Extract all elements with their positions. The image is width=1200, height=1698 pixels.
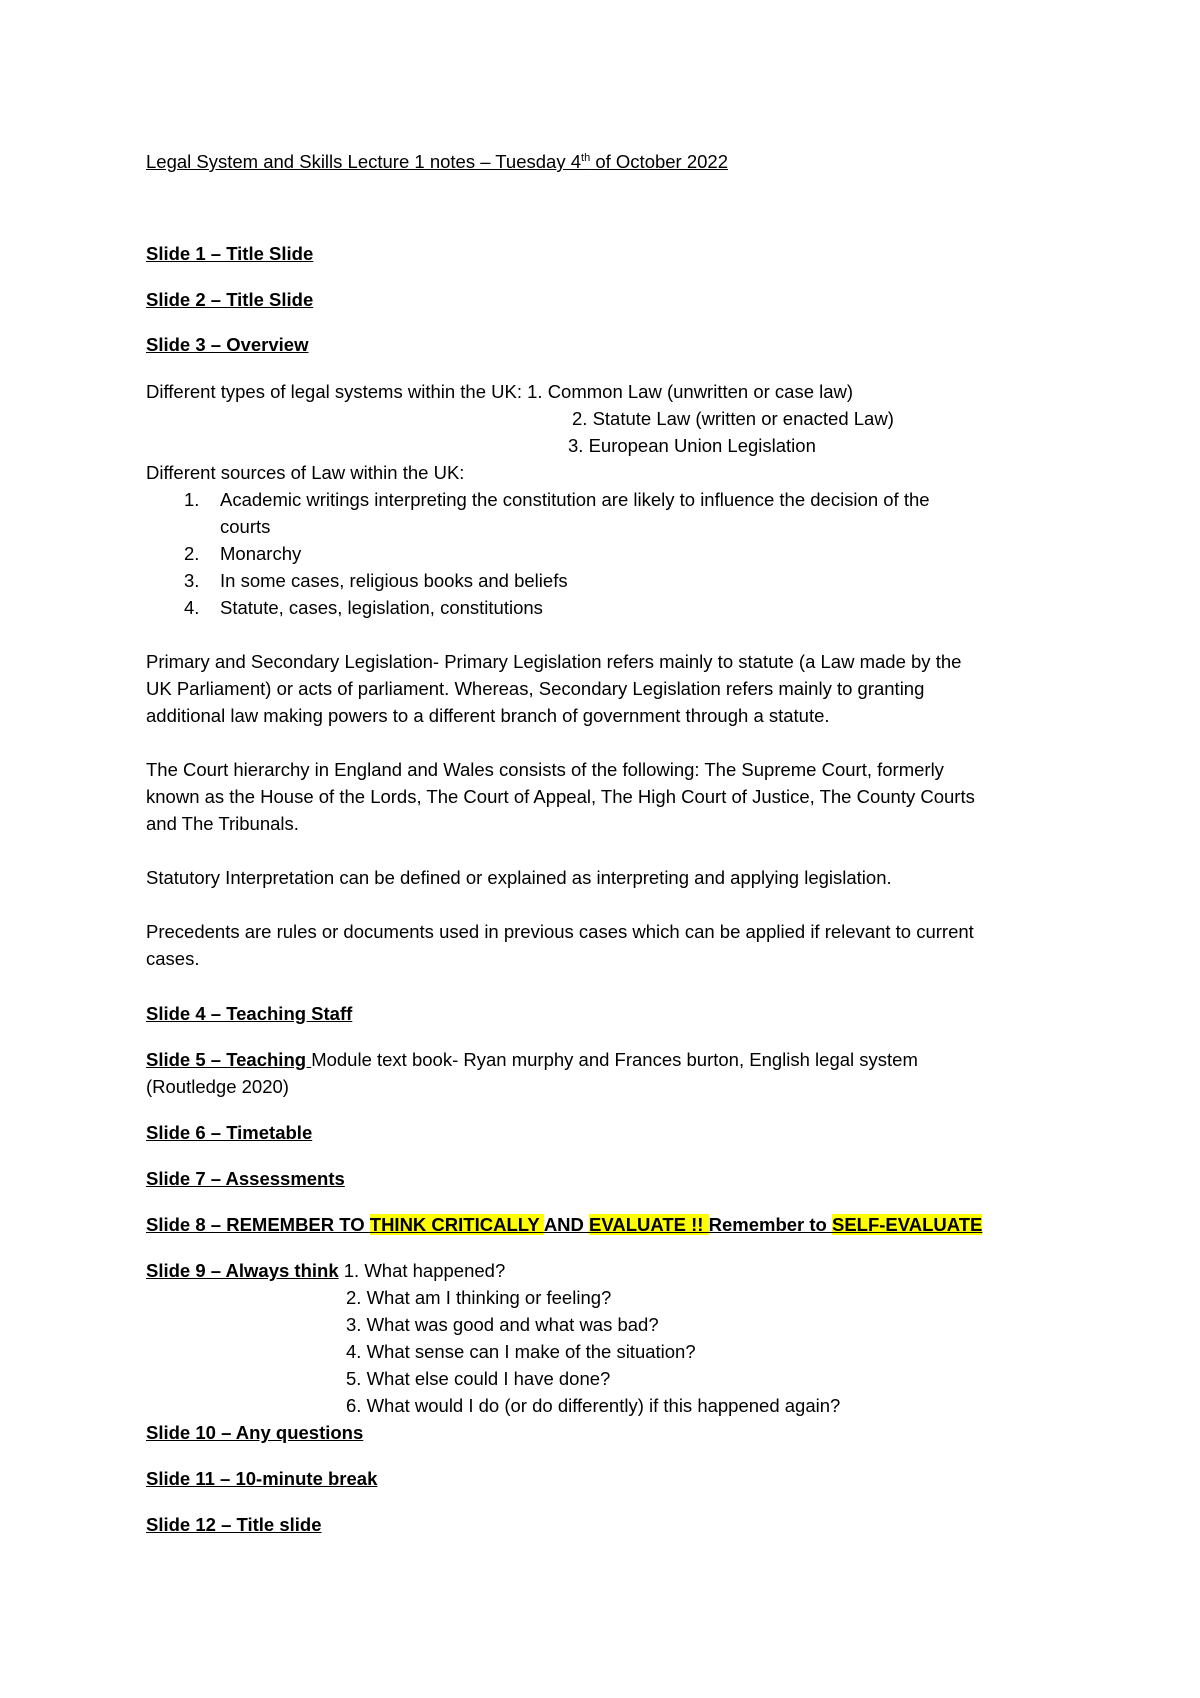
precedents-paragraph-line: cases. <box>146 948 200 969</box>
slide-9-line <box>146 1257 505 1284</box>
sources-item-3: 3. In some cases, religious books and beliefs <box>184 570 568 591</box>
slide-11-heading: Slide 11 – 10-minute break <box>146 1468 378 1489</box>
slide-10-heading: Slide 10 – Any questions <box>146 1422 364 1443</box>
legislation-paragraph-line: Primary and Secondary Legislation- Primary Legislation refers mainly to statute (a Law made by the <box>146 651 962 672</box>
sources-item-1-cont: courts <box>220 516 271 537</box>
legal-systems-item-3: 3. European Union Legislation <box>568 435 816 456</box>
slide-7-heading: Slide 7 – Assessments <box>146 1168 345 1189</box>
sources-item-2: 2. Monarchy <box>184 543 302 564</box>
slide-6-heading: Slide 6 – Timetable <box>146 1122 313 1143</box>
highlight-evaluate: EVALUATE !! <box>589 1214 709 1235</box>
highlight-self-evaluate: SELF-EVALUATE <box>831 1214 983 1235</box>
slide-9-heading: Slide 9 – Always think <box>146 1260 339 1281</box>
legislation-paragraph-line: UK Parliament) or acts of parliament. Whereas, Secondary Legislation refers mainly to granting <box>146 678 925 699</box>
slide-5-text-cont: (Routledge 2020) <box>146 1076 289 1097</box>
highlight-think-critically: THINK CRITICALLY <box>369 1214 544 1235</box>
courts-paragraph-line: known as the House of the Lords, The Court of Appeal, The High Court of Justice, The County Courts <box>146 786 975 807</box>
sources-item-4: 4. Statute, cases, legislation, constitutions <box>184 597 543 618</box>
always-think-item: 1. What happened? <box>343 1260 506 1281</box>
precedents-paragraph-line: Precedents are rules or documents used in previous cases which can be applied if relevant to current <box>146 921 974 942</box>
slide-12-heading: Slide 12 – Title slide <box>146 1514 322 1535</box>
slide-5-text: Module text book- Ryan murphy and Frances burton, English legal system <box>311 1049 918 1070</box>
slide-8-heading: Slide 8 – REMEMBER TO THINK CRITICALLY AND EVALUATE !! Remember to SELF-EVALUATE <box>146 1214 983 1235</box>
courts-paragraph-line: The Court hierarchy in England and Wales consists of the following: The Supreme Court, formerly <box>146 759 944 780</box>
document-title: Legal System and Skills Lecture 1 notes – Tuesday 4th of October 2022 <box>146 151 729 172</box>
legal-systems-intro: Different types of legal systems within the UK: 1. Common Law (unwritten or case law) <box>146 381 854 402</box>
slide-5-line <box>146 1046 918 1073</box>
courts-paragraph-line: and The Tribunals. <box>146 813 299 834</box>
legal-systems-item-2: 2. Statute Law (written or enacted Law) <box>572 408 894 429</box>
always-think-item: 3. What was good and what was bad? <box>346 1314 659 1335</box>
always-think-item: 6. What would I do (or do differently) if this happened again? <box>346 1395 841 1416</box>
sources-item-1: 1. Academic writings interpreting the constitution are likely to influence the decision of the <box>184 489 930 510</box>
slide-4-heading: Slide 4 – Teaching Staff <box>146 1003 353 1024</box>
slide-3-heading: Slide 3 – Overview <box>146 334 309 355</box>
slide-1-heading: Slide 1 – Title Slide <box>146 243 314 264</box>
legislation-paragraph-line: additional law making powers to a different branch of government through a statute. <box>146 705 830 726</box>
slide-2-heading: Slide 2 – Title Slide <box>146 289 314 310</box>
always-think-item: 2. What am I thinking or feeling? <box>346 1287 612 1308</box>
sources-intro: Different sources of Law within the UK: <box>146 462 465 483</box>
interpretation-paragraph: Statutory Interpretation can be defined or explained as interpreting and applying legislation. <box>146 867 892 888</box>
always-think-item: 5. What else could I have done? <box>346 1368 611 1389</box>
slide-5-heading: Slide 5 – Teaching <box>146 1049 312 1070</box>
always-think-item: 4. What sense can I make of the situation? <box>346 1341 696 1362</box>
